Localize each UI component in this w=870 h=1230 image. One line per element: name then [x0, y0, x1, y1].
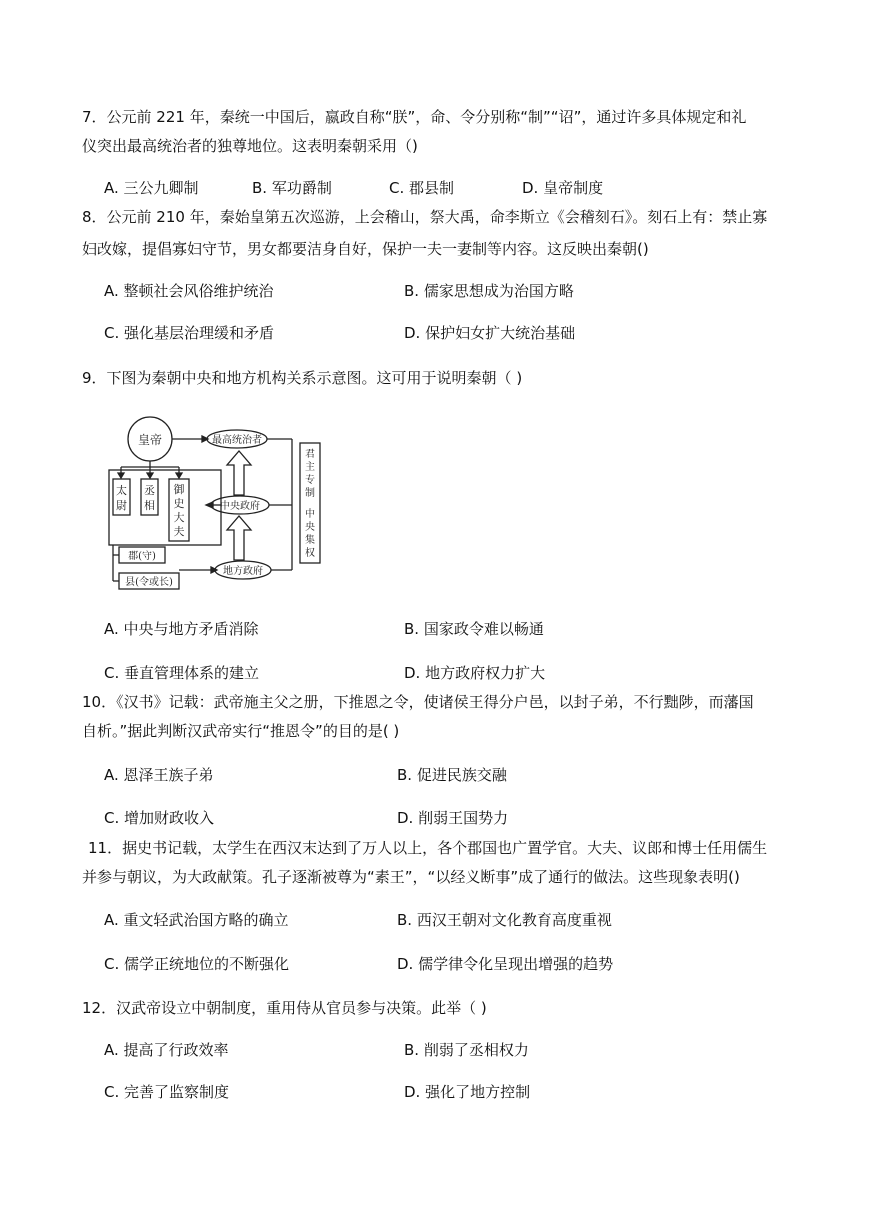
q11-option-a: A. 重文轻武治国方略的确立 — [104, 911, 289, 929]
q10-option-b: B. 促进民族交融 — [397, 766, 507, 784]
hollow-arrow-lower — [227, 516, 251, 560]
q10-line-1: 10．《汉书》记载：武帝施主父之册，下推恩之令，使诸侯王得分户邑，以封子弟，不行黜陟，而藩国 — [82, 693, 754, 711]
q7-option-c: C. 郡县制 — [389, 179, 455, 197]
side-char-3: 专 — [305, 475, 315, 486]
q11-option-b: B. 西汉王朝对文化教育高度重视 — [397, 911, 612, 929]
q8-option-c: C. 强化基层治理缓和矛盾 — [104, 324, 275, 342]
q12-option-d: D. 强化了地方控制 — [404, 1083, 531, 1101]
q8-line-1: 8．公元前 210 年，秦始皇第五次巡游，上会稽山，祭大禹，命李斯立《会稽刻石》。刻石上有：禁止寡 — [82, 208, 768, 226]
emperor-text: 皇帝 — [137, 433, 163, 447]
q10-option-a: A. 恩泽王族子弟 — [104, 766, 214, 784]
q9-line-1: 9．下图为秦朝中央和地方机构关系示意图。这可用于说明秦朝（ ) — [82, 369, 523, 387]
q11-line-2: 并参与朝议，为大政献策。孔子逐渐被尊为“素王”，“以经义断事”成了通行的做法。这些现象表明() — [82, 868, 740, 886]
yushi-char-2: 史 — [173, 497, 185, 510]
central-gov-text: 中央政府 — [220, 501, 260, 512]
q11-line-1: 11．据史书记载，太学生在西汉末达到了万人以上，各个郡国也广置学官。大夫、议郎和博士任用儒生 — [88, 839, 768, 857]
q8-option-b: B. 儒家思想成为治国方略 — [404, 282, 574, 300]
q12-line-1: 12．汉武帝设立中朝制度，重用侍从官员参与决策。此举（ ) — [82, 999, 487, 1017]
side-char-4: 制 — [305, 488, 315, 499]
yushi-char-1: 御 — [173, 483, 185, 496]
q12-option-a: A. 提高了行政效率 — [104, 1041, 229, 1059]
yushi-char-3: 大 — [173, 511, 185, 524]
q7-line-2: 仪突出最高统治者的独尊地位。这表明秦朝采用（) — [82, 137, 418, 155]
q10-line-2: 自析。”据此判断汉武帝实行“推恩令”的目的是( ) — [82, 722, 400, 740]
side-char-5: 中 — [305, 509, 315, 520]
side-char-8: 权 — [305, 548, 315, 559]
q9-option-d: D. 地方政府权力扩大 — [404, 664, 546, 682]
q8-line-2: 妇改嫁，提倡寡妇守节，男女都要洁身自好，保护一夫一妻制等内容。这反映出秦朝() — [82, 240, 649, 258]
yushi-char-4: 夫 — [173, 525, 185, 538]
q9-option-c: C. 垂直管理体系的建立 — [104, 664, 260, 682]
q11-option-d: D. 儒学律令化呈现出增强的趋势 — [397, 955, 614, 973]
q9-option-b: B. 国家政令难以畅通 — [404, 620, 544, 638]
side-char-2: 主 — [305, 462, 315, 473]
supreme-ruler-text: 最高统治者 — [212, 435, 262, 446]
county-text: 县(令或长) — [125, 577, 173, 588]
q8-option-d: D. 保护妇女扩大统治基础 — [404, 324, 576, 342]
chengxiang-char-1: 丞 — [144, 484, 155, 497]
qin-government-diagram — [104, 415, 329, 593]
q12-option-b: B. 削弱了丞相权力 — [404, 1041, 529, 1059]
q11-option-c: C. 儒学正统地位的不断强化 — [104, 955, 290, 973]
side-char-1: 君 — [305, 449, 315, 460]
q10-option-c: C. 增加财政收入 — [104, 809, 215, 827]
q7-option-a: A. 三公九卿制 — [104, 179, 199, 197]
q7-option-b: B. 军功爵制 — [252, 179, 332, 197]
q12-option-c: C. 完善了监察制度 — [104, 1083, 230, 1101]
q8-option-a: A. 整顿社会风俗维护统治 — [104, 282, 274, 300]
hollow-arrow-upper — [227, 451, 251, 495]
q7-option-d: D. 皇帝制度 — [522, 179, 604, 197]
q7-line-1: 7．公元前 221 年，秦统一中国后，嬴政自称“朕”，命、令分别称“制”“诏”，通过许多具体规定和礼 — [82, 108, 747, 126]
chengxiang-char-2: 相 — [144, 499, 155, 512]
commandery-text: 郡(守) — [128, 551, 156, 562]
taiwei-char-1: 太 — [116, 484, 127, 497]
taiwei-char-2: 尉 — [116, 499, 127, 512]
side-char-7: 集 — [305, 535, 315, 546]
q10-option-d: D. 削弱王国势力 — [397, 809, 509, 827]
side-char-6: 央 — [305, 522, 315, 533]
q9-option-a: A. 中央与地方矛盾消除 — [104, 620, 259, 638]
local-gov-text: 地方政府 — [223, 566, 263, 577]
